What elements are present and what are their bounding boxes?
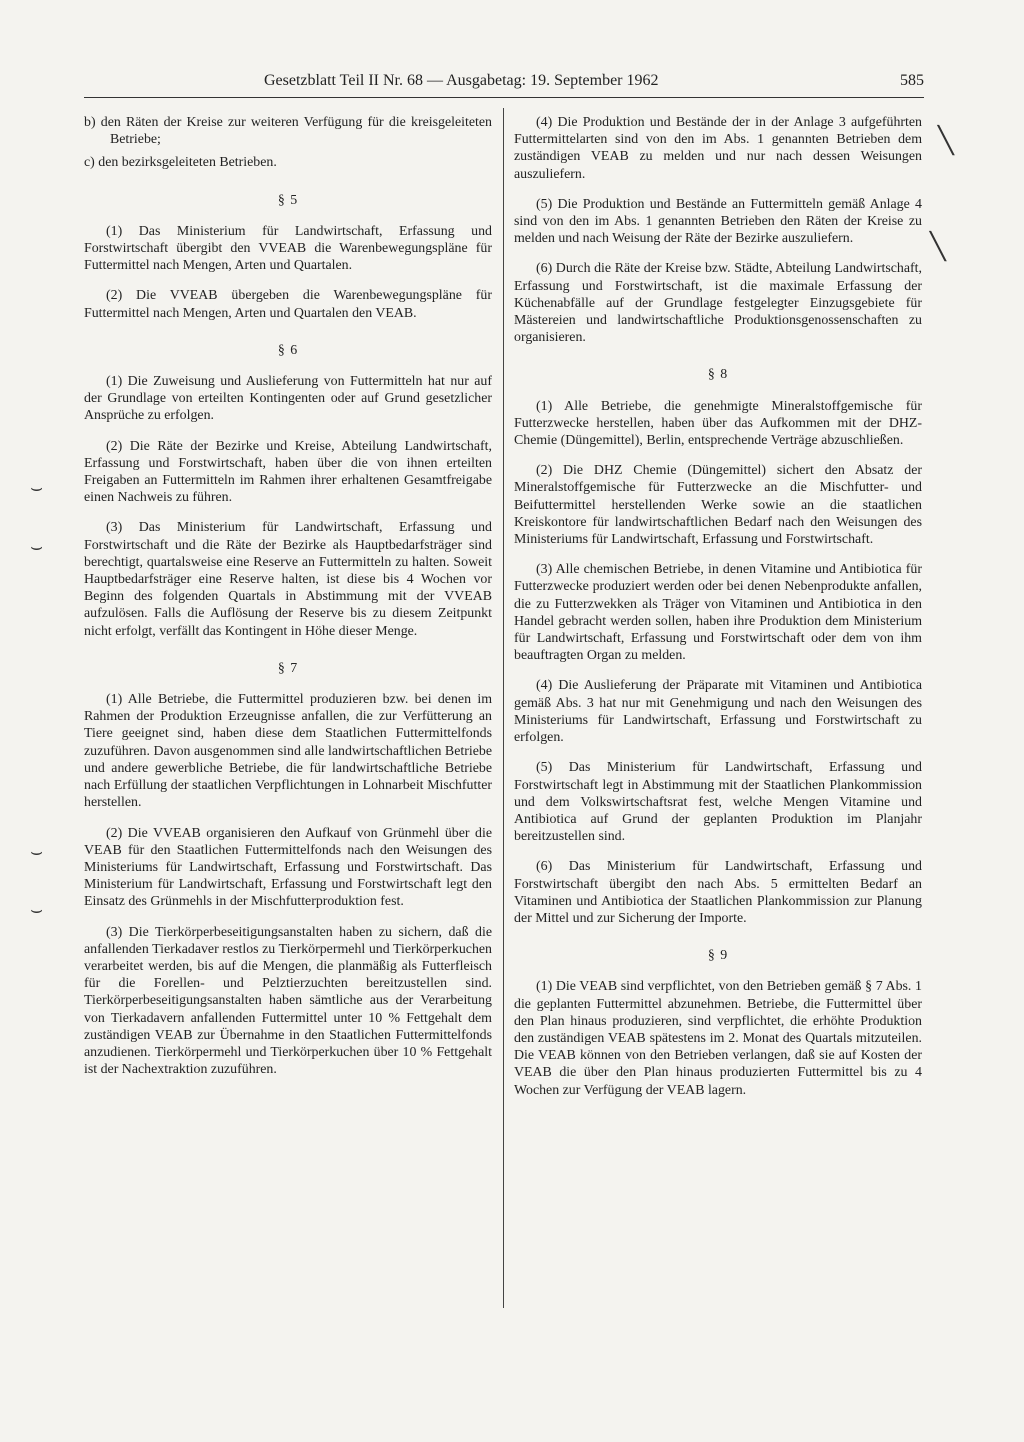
paragraph: (6) Durch die Räte der Kreise bzw. Städte, Abteilung Landwirtschaft, Erfassung und Forstwirtschaft, ist die maximale Erfassung der Küchenabfälle auf der Grundlage festgelegter Einzugsgebiete für Mästereien und landwirtschaftliche Produktionsgenossenschaften zu organisieren. — [514, 261, 922, 346]
section-heading: § 6 — [277, 342, 299, 358]
paragraph: (4) Die Produktion und Bestände der in der Anlage 3 aufgeführten Futtermittelarten sind von den im Abs. 1 genannten Betrieben dem zuständigen VEAB zu melden und nur nach dessen Weisungen auszuliefern. — [514, 115, 922, 182]
right-column — [514, 114, 922, 1112]
paragraph: (3) Das Ministerium für Landwirtschaft, Erfassung und Forstwirtschaft und die Räte der Bezirke als Hauptbedarfsträger sind berechtigt, quartalsweise eine Reserve an Futtermitteln zu halten. Soweit Hauptbedarfsträger eine Reserve halten, ist diese bis 4 Wochen vor Beginn des folgenden Quartals in Abstimmung mit der VVEAB aufzulösen. Falls die Auflösung der Reserve bis zu diesem Zeitpunkt nicht erfolgt, verfällt das Kontingent in Höhe dieser Menge. — [84, 520, 492, 639]
paragraph: (1) Die VEAB sind verpflichtet, von den Betrieben gemäß § 7 Abs. 1 die geplanten Futtermittel abzunehmen. Betriebe, die Futtermittel über den Plan hinaus produzieren, sind verpflichtet, die erhöhte Produktion den zuständigen VEAB spätestens im 2. Monat des Quartals mitzuteilen. Die VEAB können von den Betrieben verlangen, daß sie auf Kosten der VEAB die über den Plan hinaus produzierten Futtermittel bis zu 4 Wochen zur Verfügung der VEAB lagern. — [514, 979, 922, 1098]
paragraph: (4) Die Auslieferung der Präparate mit Vitaminen und Antibiotica gemäß Abs. 3 hat nur mit Genehmigung und nach den Weisungen des Ministeriums für Landwirtschaft, Erfassung und Forstwirtschaft zu erfolgen. — [514, 678, 922, 746]
paragraph: (5) Die Produktion und Bestände an Futtermitteln gemäß Anlage 4 sind von den im Abs. 1 genannten Betrieben den Räten der Kreise zu melden und nach Weisung der Räte der Bezirke auszuliefern. — [514, 196, 922, 247]
list-item: b) den Räten der Kreise zur weiteren Verfügung für die kreisgeleiteten Betriebe; — [84, 115, 492, 148]
section-heading: § 7 — [277, 660, 299, 676]
section-heading: § 8 — [707, 367, 729, 383]
page-number: 585 — [900, 72, 924, 89]
gazette-title: Gesetzblatt Teil II Nr. 68 — Ausgabetag: 19. September 1962 — [264, 72, 659, 89]
header-rule — [84, 97, 924, 98]
margin-mark: ╲ — [938, 126, 954, 155]
margin-mark: ⌣ — [30, 536, 44, 558]
margin-mark: ╲ — [930, 232, 946, 261]
margin-mark: ⌣ — [30, 899, 44, 921]
margin-mark: ⌣ — [30, 477, 44, 499]
paragraph: (2) Die Räte der Bezirke und Kreise, Abteilung Landwirtschaft, Erfassung und Forstwirtschaft, haben über die von ihnen erteilten Freigaben an Futtermitteln im Rahmen ihrer erhaltenen Gesamtfreigabe einen Nachweis zu führen. — [84, 438, 492, 506]
paragraph: (5) Das Ministerium für Landwirtschaft, Erfassung und Forstwirtschaft legt in Abstimmung mit der Staatlichen Plankommission und dem Volkswirtschaftsrat fest, welche Mengen Vitamine und Antibiotica auf Grund der geplanten Produktion im Planjahr bereitzustellen sind. — [514, 760, 922, 845]
section-heading: § 9 — [707, 948, 729, 964]
paragraph: (1) Das Ministerium für Landwirtschaft, Erfassung und Forstwirtschaft übergibt den VVEAB die Warenbewegungspläne für Futtermittel nach Mengen, Arten und Quartalen. — [84, 223, 492, 274]
margin-mark: ⌣ — [30, 841, 44, 863]
page-header — [84, 72, 924, 94]
list-item: c) den bezirksgeleiteten Betrieben. — [84, 155, 277, 171]
paragraph: (6) Das Ministerium für Landwirtschaft, Erfassung und Forstwirtschaft übergibt den nach Abs. 5 ermittelten Bedarf an Vitaminen und Antibiotica der Staatlichen Plankommission zur Planung der Mittel und zur Sicherung der Importe. — [514, 859, 922, 926]
section-heading: § 5 — [277, 192, 299, 208]
paragraph: (2) Die DHZ Chemie (Düngemittel) sichert den Absatz der Mineralstoffgemische für Futterzwecke an die Mischfutter- und Beifuttermittel herstellenden Werke sowie an die staatlichen Kreiskontore für landwirtschaftlichen Bedarf nach den Weisungen des Ministeriums für Landwirtschaft, Erfassung und Forstwirtschaft. — [514, 463, 922, 548]
paragraph: (3) Die Tierkörperbeseitigungsanstalten haben zu sichern, daß die anfallenden Tierkadaver restlos zu Tierkörpermehl und Tierkörperkuchen verarbeitet werden, bis auf die Mengen, die planmäßig als Futterfleisch für die Forellen- und Pelztierzuchten bereitzustellen sind. Tierkörperbeseitigungsanstalten haben sämtliche aus der Verarbeitung von Tierkadavern anfallenden Futtermittel unter 10 % Fettgehalt dem zuständigen VEAB zur Übernahme in den Staatlichen Futtermittelfonds anzudienen. Tierkörpermehl und Tierkörperkuchen über 10 % Fettgehalt ist der Nachextraktion zuzuführen. — [84, 924, 492, 1078]
column-divider — [503, 108, 504, 1308]
paragraph: (3) Alle chemischen Betriebe, in denen Vitamine und Antibiotica für Futterzwecke produziert werden oder bei denen Nebenprodukte anfallen, die zu Futterzwekken als Träger von Vitaminen und Antibiotica in den Handel gebracht werden sollen, haben ihre Produktion dem Ministerium für Landwirtschaft, Erfassung und Forstwirtschaft oder dem von ihm beauftragten Organ zu melden. — [514, 562, 922, 664]
left-column — [84, 114, 492, 1091]
paragraph: (2) Die VVEAB organisieren den Aufkauf von Grünmehl über die VEAB für den Staatlichen Futtermittelfonds nach den Weisungen des Ministeriums für Landwirtschaft, Erfassung und Forstwirtschaft. Das Ministerium für Landwirtschaft, Erfassung und Forstwirtschaft legt den Einsatz des Grünmehls in der Mischfutterproduktion fest. — [84, 825, 492, 910]
paragraph: (1) Die Zuweisung und Auslieferung von Futtermitteln hat nur auf der Grundlage von erteilten Kontingenten oder auf Grund gesetzlicher Ansprüche zu erfolgen. — [84, 374, 492, 424]
paragraph: (1) Alle Betriebe, die Futtermittel produzieren bzw. bei denen im Rahmen der Produktion Erzeugnisse anfallen, die zur Verfütterung an Tiere geeignet sind, haben diese dem Staatlichen Futtermittelfonds zuzuführen. Davon ausgenommen sind alle landwirtschaftlichen Betriebe und andere gewerbliche Betriebe, die für landwirtschaftliche Betriebe nach Erfüllung der staatlichen Verpflichtungen in Lohnarbeit Mischfutter herstellen. — [84, 692, 492, 811]
paragraph: (1) Alle Betriebe, die genehmigte Mineralstoffgemische für Futterzwecke herstellen, haben über das Aufkommen mit der DHZ-Chemie (Düngemittel), Berlin, entsprechende Verträge abzuschließen. — [514, 398, 922, 449]
paragraph: (2) Die VVEAB übergeben die Warenbewegungspläne für Futtermittel nach Mengen, Arten und Quartalen den VEAB. — [84, 288, 492, 321]
